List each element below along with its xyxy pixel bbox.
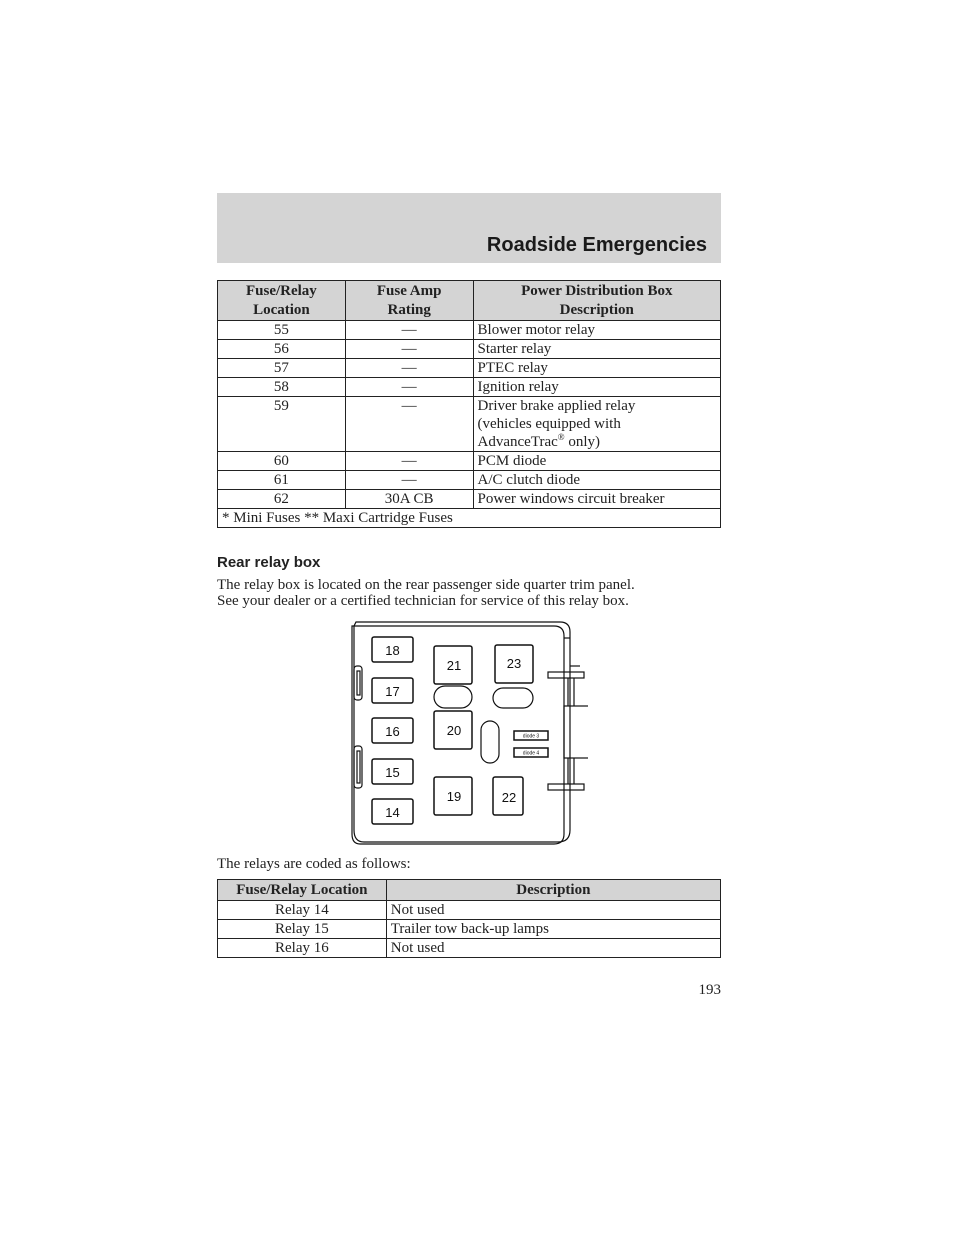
table-row bbox=[218, 901, 721, 920]
table-row bbox=[218, 939, 721, 958]
rating-cell: — bbox=[345, 340, 473, 359]
relay-label: 23 bbox=[506, 656, 522, 671]
description-cell: Ignition relay bbox=[473, 378, 720, 397]
description-cell: Trailer tow back-up lamps bbox=[386, 920, 720, 939]
column-header-location: Fuse/Relay Location bbox=[218, 281, 346, 321]
description-cell: Starter relay bbox=[473, 340, 720, 359]
page-number: 193 bbox=[698, 982, 721, 998]
description-cell: Not used bbox=[386, 939, 720, 958]
rating-cell: 30A CB bbox=[345, 490, 473, 509]
table-row bbox=[218, 452, 721, 471]
relay-label: 20 bbox=[446, 723, 462, 738]
relay-label: 22 bbox=[501, 790, 517, 805]
rating-cell: — bbox=[345, 452, 473, 471]
location-cell: Relay 15 bbox=[218, 920, 387, 939]
table-row bbox=[218, 397, 721, 452]
rating-cell: — bbox=[345, 471, 473, 490]
location-cell: 55 bbox=[218, 321, 346, 340]
rear-relay-paragraph: The relay box is located on the rear passenger side quarter trim panel. See your dealer or a certified technician for service of this relay box. bbox=[217, 577, 635, 609]
rating-cell: — bbox=[345, 359, 473, 378]
relay-code-intro: The relays are coded as follows: bbox=[217, 856, 411, 872]
table-row bbox=[218, 490, 721, 509]
description-cell: PCM diode bbox=[473, 452, 720, 471]
section-title: Roadside Emergencies bbox=[486, 234, 707, 256]
description-cell: Power windows circuit breaker bbox=[473, 490, 720, 509]
description-cell: A/C clutch diode bbox=[473, 471, 720, 490]
relay-label: 17 bbox=[385, 684, 400, 699]
column-header-description: Description bbox=[386, 880, 720, 901]
power-distribution-fuse-table bbox=[217, 280, 721, 528]
relay-label: 15 bbox=[385, 765, 400, 780]
location-cell: 59 bbox=[218, 397, 346, 452]
description-cell: Blower motor relay bbox=[473, 321, 720, 340]
description-cell: Not used bbox=[386, 901, 720, 920]
table-footnote: * Mini Fuses ** Maxi Cartridge Fuses bbox=[218, 509, 721, 528]
table-row bbox=[218, 359, 721, 378]
location-cell: 56 bbox=[218, 340, 346, 359]
table-row bbox=[218, 340, 721, 359]
table-row bbox=[218, 378, 721, 397]
relay-label: 19 bbox=[446, 789, 462, 804]
location-cell: Relay 14 bbox=[218, 901, 387, 920]
location-cell: 61 bbox=[218, 471, 346, 490]
rear-relay-heading: Rear relay box bbox=[217, 554, 321, 571]
rating-cell: — bbox=[345, 397, 473, 452]
location-cell: Relay 16 bbox=[218, 939, 387, 958]
table-row bbox=[218, 321, 721, 340]
table-row bbox=[218, 920, 721, 939]
table-header-row bbox=[218, 281, 721, 321]
section-header-band bbox=[217, 193, 721, 263]
rating-cell: — bbox=[345, 378, 473, 397]
registered-mark: ® bbox=[557, 432, 565, 442]
description-cell: Driver brake applied relay (vehicles equipped with AdvanceTrac® only) bbox=[473, 397, 720, 452]
location-cell: 58 bbox=[218, 378, 346, 397]
relay-label: 14 bbox=[385, 805, 400, 820]
location-cell: 60 bbox=[218, 452, 346, 471]
relay-label: 21 bbox=[446, 658, 462, 673]
description-cell: PTEC relay bbox=[473, 359, 720, 378]
table-header-row bbox=[218, 880, 721, 901]
diode-label: diode 3 bbox=[522, 733, 540, 740]
column-header-location: Fuse/Relay Location bbox=[218, 880, 387, 901]
relay-label: 16 bbox=[385, 724, 400, 739]
rear-relay-table bbox=[217, 879, 721, 958]
relay-label: 18 bbox=[385, 643, 400, 658]
rating-cell: — bbox=[345, 321, 473, 340]
location-cell: 57 bbox=[218, 359, 346, 378]
table-footnote-row bbox=[218, 509, 721, 528]
column-header-rating: Fuse Amp Rating bbox=[345, 281, 473, 321]
diode-label: diode 4 bbox=[522, 750, 540, 757]
column-header-description: Power Distribution Box Description bbox=[473, 281, 720, 321]
table-row bbox=[218, 471, 721, 490]
location-cell: 62 bbox=[218, 490, 346, 509]
rear-relay-box-diagram bbox=[348, 618, 588, 848]
